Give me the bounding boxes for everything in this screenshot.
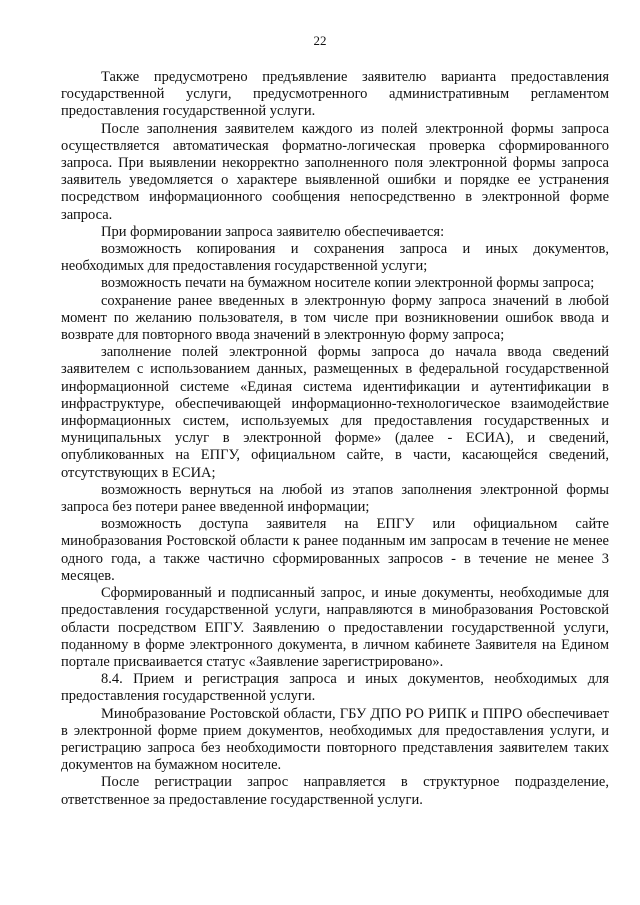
- paragraph-variant-presentation: Также предусмотрено предъявление заявителю варианта предоставления государственной услуги, предусмотренного административным регламентом предоставления государственной услуги.: [61, 69, 609, 120]
- list-item-print: возможность печати на бумажном носителе копии электронной формы запроса;: [101, 275, 595, 292]
- list-item-save-values: сохранение ранее введенных в электронную форму запроса значений в любой момент по желанию пользователя, в том числе при возникновении ошибок ввода и возврате для повторного ввода значений в электронную форму запроса;: [61, 292, 609, 344]
- list-item-prefill-esia: заполнение полей электронной формы запроса до начала ввода сведений заявителем с использованием данных, размещенных в федеральной государственной информационной системе «Единая система идентификации и аутентификации в инфраструктуре, обеспечивающей информационно-технологическое взаимодействие информационных систем, используемых для предоставления государственных и муниципальных услуг в электронной форме» (далее - ЕСИА), и сведений, опубликованных на ЕПГУ, официальном сайте, в части, касающейся сведений, отсутствующих в ЕСИА;: [61, 344, 609, 481]
- page-number: 22: [313, 33, 327, 48]
- list-item-copy-save: возможность копирования и сохранения запроса и иных документов, необходимых для предоставления государственной услуги;: [61, 241, 609, 275]
- list-item-return-steps: возможность вернуться на любой из этапов заполнения электронной формы запроса без потери ранее введенной информации;: [61, 481, 609, 516]
- document-body: [61, 69, 609, 809]
- list-item-access-requests: возможность доступа заявителя на ЕПГУ или официальном сайте минобразования Ростовской области к ранее поданным им запросам в течение не менее одного года, а также частично сформированных запросов - в течение не менее 3 месяцев.: [61, 516, 609, 584]
- paragraph-submission: Сформированный и подписанный запрос, и иные документы, необходимые для предоставления государственной услуги, направляются в минобразования Ростовской области посредством ЕПГУ. Заявлению о предоставлении государственной услуги, поданному в форме электронного документа, в личном кабинете Заявителя на Едином портале присваивается статус «Заявление зарегистрировано».: [61, 585, 609, 670]
- paragraph-format-check: После заполнения заявителем каждого из полей электронной формы запроса осуществляется автоматическая форматно-логическая проверка сформированного запроса. При выявлении некорректно заполненного поля электронной формы запроса заявитель уведомляется о характере выявленной ошибки и порядке ее устранения посредством информационного сообщения непосредственно в электронной форме запроса.: [61, 120, 609, 223]
- paragraph-provided-list-intro: При формировании запроса заявителю обеспечивается:: [101, 223, 445, 240]
- section-heading-8-4: 8.4. Прием и регистрация запроса и иных документов, необходимых для предоставления государственной услуги.: [61, 671, 609, 705]
- paragraph-after-registration: После регистрации запрос направляется в структурное подразделение, ответственное за предоставление государственной услуги.: [61, 774, 609, 808]
- paragraph-electronic-intake: Минобразование Ростовской области, ГБУ ДПО РО РИПК и ППРО обеспечивает в электронной форме прием документов, необходимых для предоставления услуги, и регистрацию запроса без необходимости повторного представления заявителем таких документов на бумажном носителе.: [61, 705, 609, 774]
